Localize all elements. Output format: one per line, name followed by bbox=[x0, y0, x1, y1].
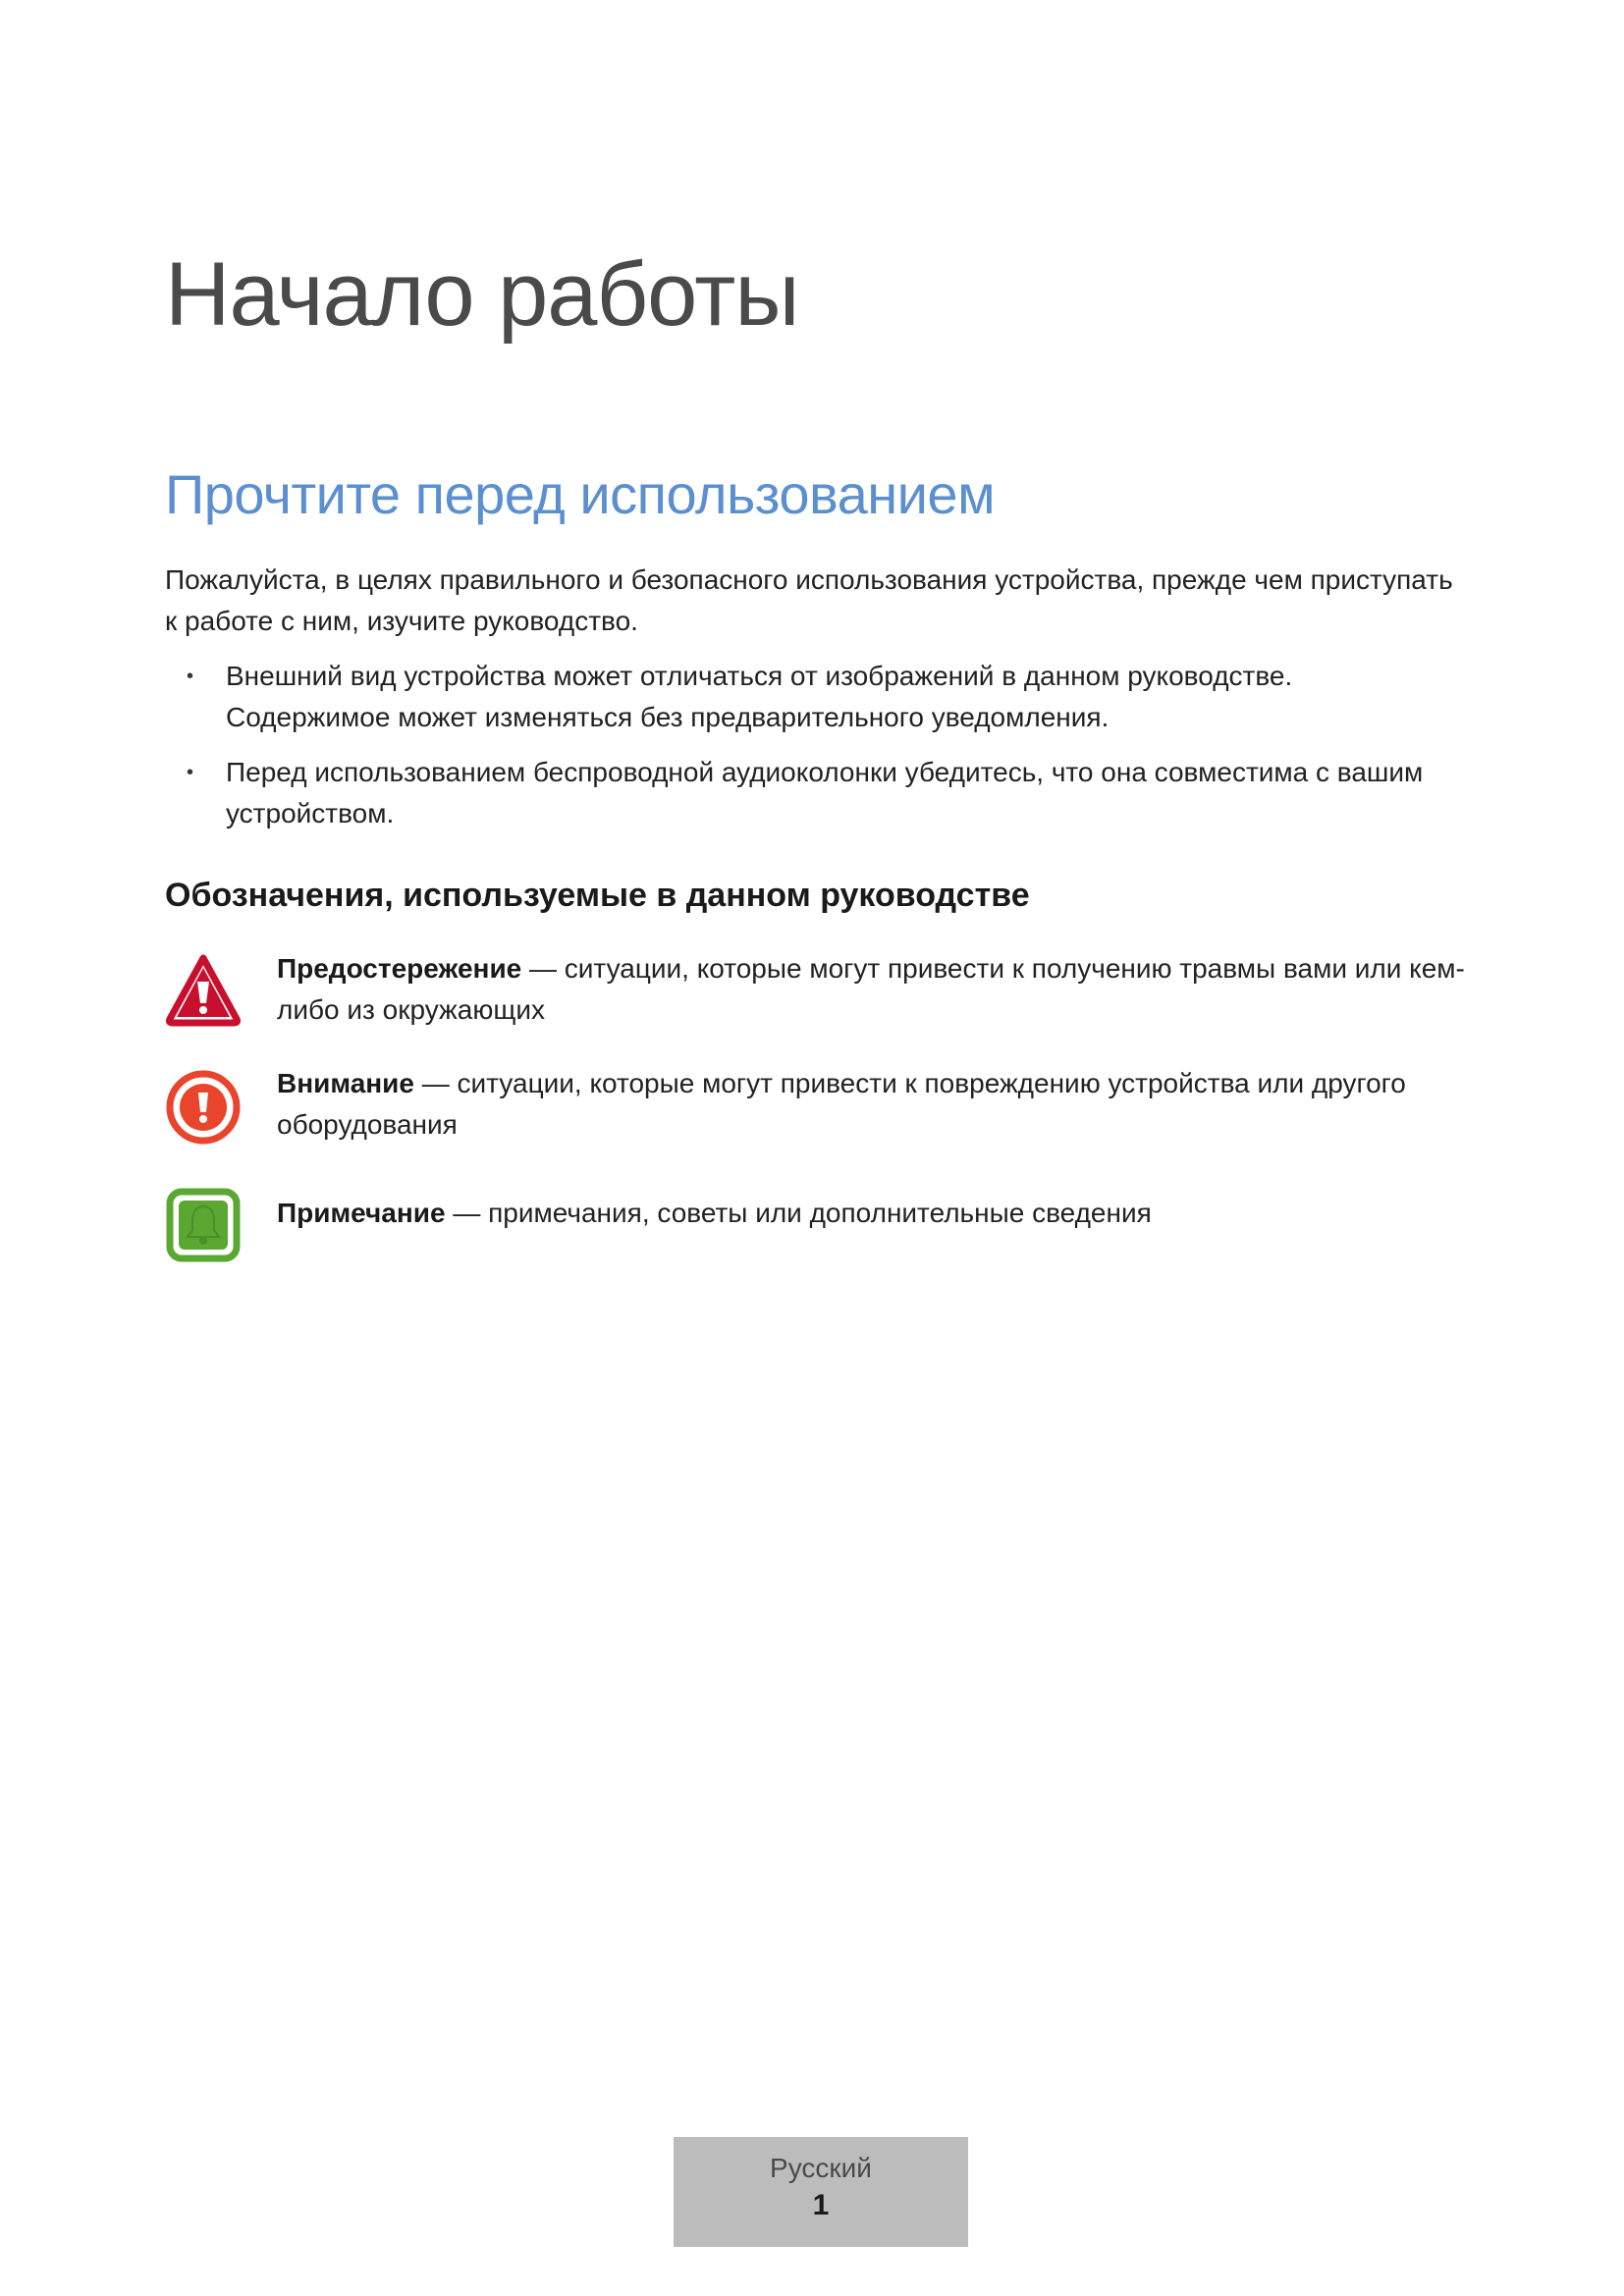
list-item-text: Внешний вид устройства может отличаться от изображений в данном руководстве. bbox=[226, 661, 1293, 691]
symbol-row-caution bbox=[165, 1063, 1471, 1146]
note-bell-icon bbox=[165, 1187, 242, 1263]
list-item bbox=[165, 752, 1471, 834]
note-term: Примечание bbox=[277, 1198, 446, 1228]
section-title: Прочтите перед использованием bbox=[165, 463, 996, 525]
symbol-row-note bbox=[165, 1193, 1471, 1275]
warning-term: Предостережение bbox=[277, 953, 522, 984]
symbols-title: Обозначения, используемые в данном руководстве bbox=[165, 877, 1030, 914]
chapter-title: Начало работы bbox=[165, 244, 799, 345]
list-item-text: Перед использованием беспроводной аудиоколонки убедитесь, что она совместима с вашим устройством. bbox=[226, 757, 1424, 828]
list-item bbox=[165, 656, 1471, 738]
warning-description: — ситуации, которые могут привести к получению травмы вами или кем-либо из окружающих bbox=[277, 953, 1465, 1025]
bullet-dot-icon: • bbox=[187, 762, 194, 783]
notes-list bbox=[165, 656, 1471, 848]
page-number: 1 bbox=[812, 2189, 830, 2221]
footer-language: Русский bbox=[770, 2153, 872, 2183]
bullet-dot-icon: • bbox=[187, 666, 194, 687]
symbol-text bbox=[277, 1063, 1471, 1146]
symbol-text bbox=[277, 948, 1471, 1031]
list-item-text: Содержимое может изменяться без предварительного уведомления. bbox=[226, 702, 1110, 732]
caution-circle-icon bbox=[165, 1069, 242, 1146]
page-footer bbox=[674, 2137, 968, 2247]
caution-term: Внимание bbox=[277, 1068, 414, 1098]
warning-triangle-icon bbox=[165, 952, 242, 1029]
note-description: — примечания, советы или дополнительные сведения bbox=[445, 1198, 1152, 1228]
symbol-text bbox=[277, 1193, 1471, 1234]
caution-description: — ситуации, которые могут привести к повреждению устройства или другого оборудования bbox=[277, 1068, 1406, 1140]
symbol-row-warning bbox=[165, 948, 1471, 1031]
intro-paragraph: Пожалуйста, в целях правильного и безопасного использования устройства, прежде чем приступать к работе с ним, изучите руководство. bbox=[165, 564, 1453, 636]
